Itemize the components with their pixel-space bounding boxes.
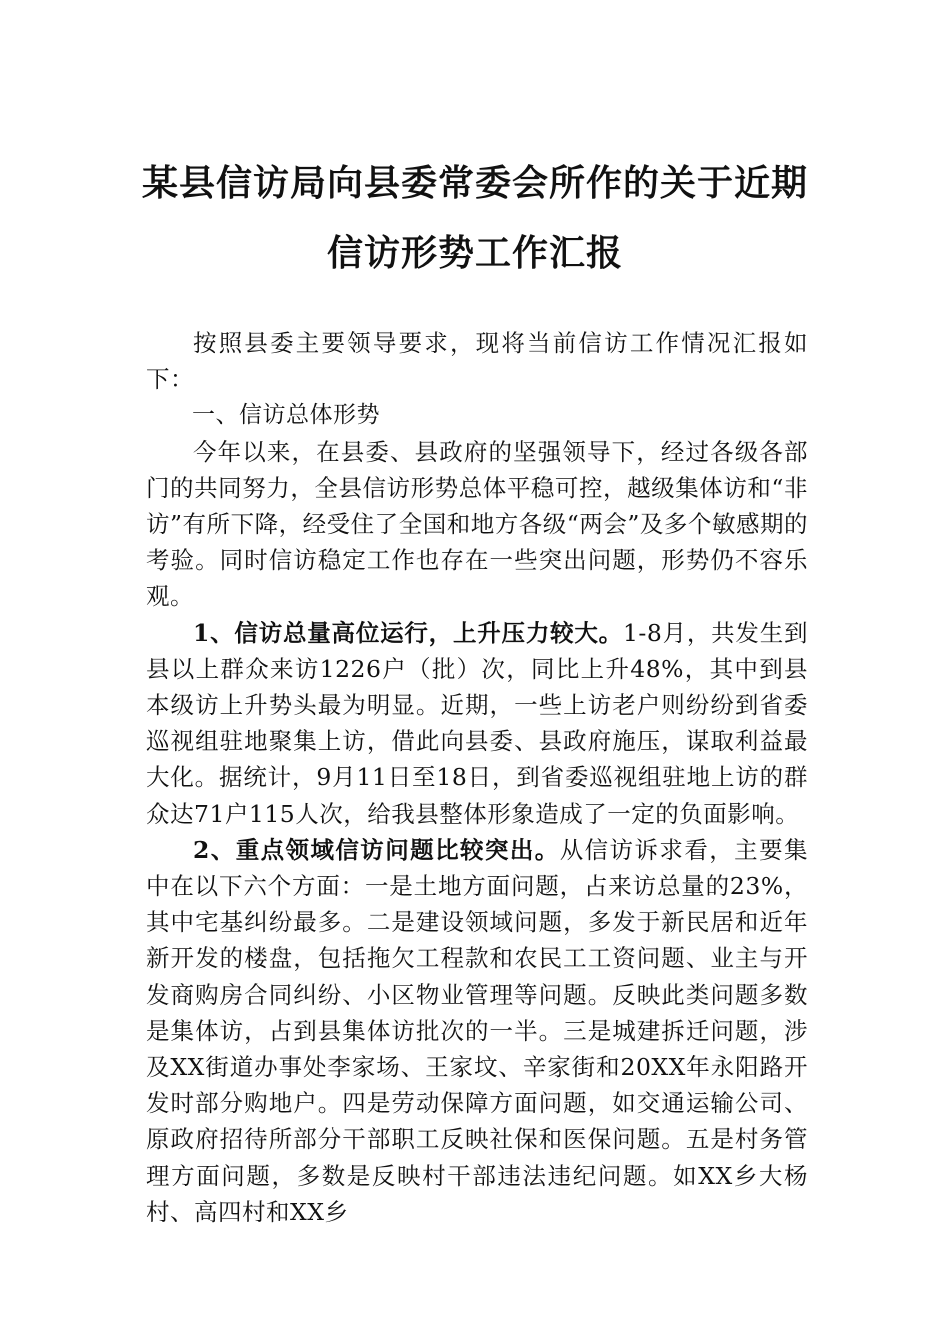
document-title-line-2: 信访形势工作汇报 bbox=[326, 232, 623, 274]
section-1-heading: 一、信访总体形势 bbox=[192, 402, 380, 429]
point-1-text: 1-8月，共发生到县以上群众来访1226户（批）次，同比上升48%，其中到县本级访上升势头最为明显。近期，一些上访老户则纷纷到省委巡视组驻地聚集上访，借此向县委、县政府施压，谋取利益最大化。据统计，9月11日至18日，到省委巡视组驻地上访的群众达71户115人次，给我县整体形象造成了一定的负面影响。 bbox=[146, 618, 808, 828]
section-1-paragraph: 今年以来，在县委、县政府的坚强领导下，经过各级各部门的共同努力，全县信访形势总体平稳可控，越级集体访和“非访”有所下降，经受住了全国和地方各级“两会”及多个敏感期的考验。同时信访稳定工作也存在一些突出问题，形势仍不容乐观。 bbox=[146, 437, 808, 611]
point-2-paragraph bbox=[146, 832, 808, 1230]
document-body bbox=[146, 325, 808, 1230]
point-1-lead: 1、信访总量高位运行，上升压力较大。 bbox=[193, 618, 623, 647]
point-2-text: 从信访诉求看，主要集中在以下六个方面：一是土地方面问题，占来访总量的23%，其中宅基纠纷最多。二是建设领域问题，多发于新民居和近年新开发的楼盘，包括拖欠工程款和农民工工资问题、业主与开发商购房合同纠纷、小区物业管理等问题。反映此类问题多数是集体访，占到县集体访批次的一半。三是城建拆迁问题，涉及XX街道办事处李家场、王家坟、辛家街和20XX年永阳路开发时部分购地户。四是劳动保障方面问题，如交通运输公司、原政府招待所部分干部职工反映社保和医保问题。五是村务管理方面问题，多数是反映村干部违法违纪问题。如XX乡大杨村、高四村和XX乡 bbox=[146, 835, 809, 1226]
point-2-lead: 2、重点领域信访问题比较突出。 bbox=[193, 835, 560, 864]
point-1-paragraph bbox=[146, 615, 808, 832]
intro-paragraph: 按照县委主要领导要求，现将当前信访工作情况汇报如下： bbox=[146, 329, 808, 394]
document-title-line-1: 某县信访局向县委常委会所作的关于近期 bbox=[141, 162, 808, 204]
